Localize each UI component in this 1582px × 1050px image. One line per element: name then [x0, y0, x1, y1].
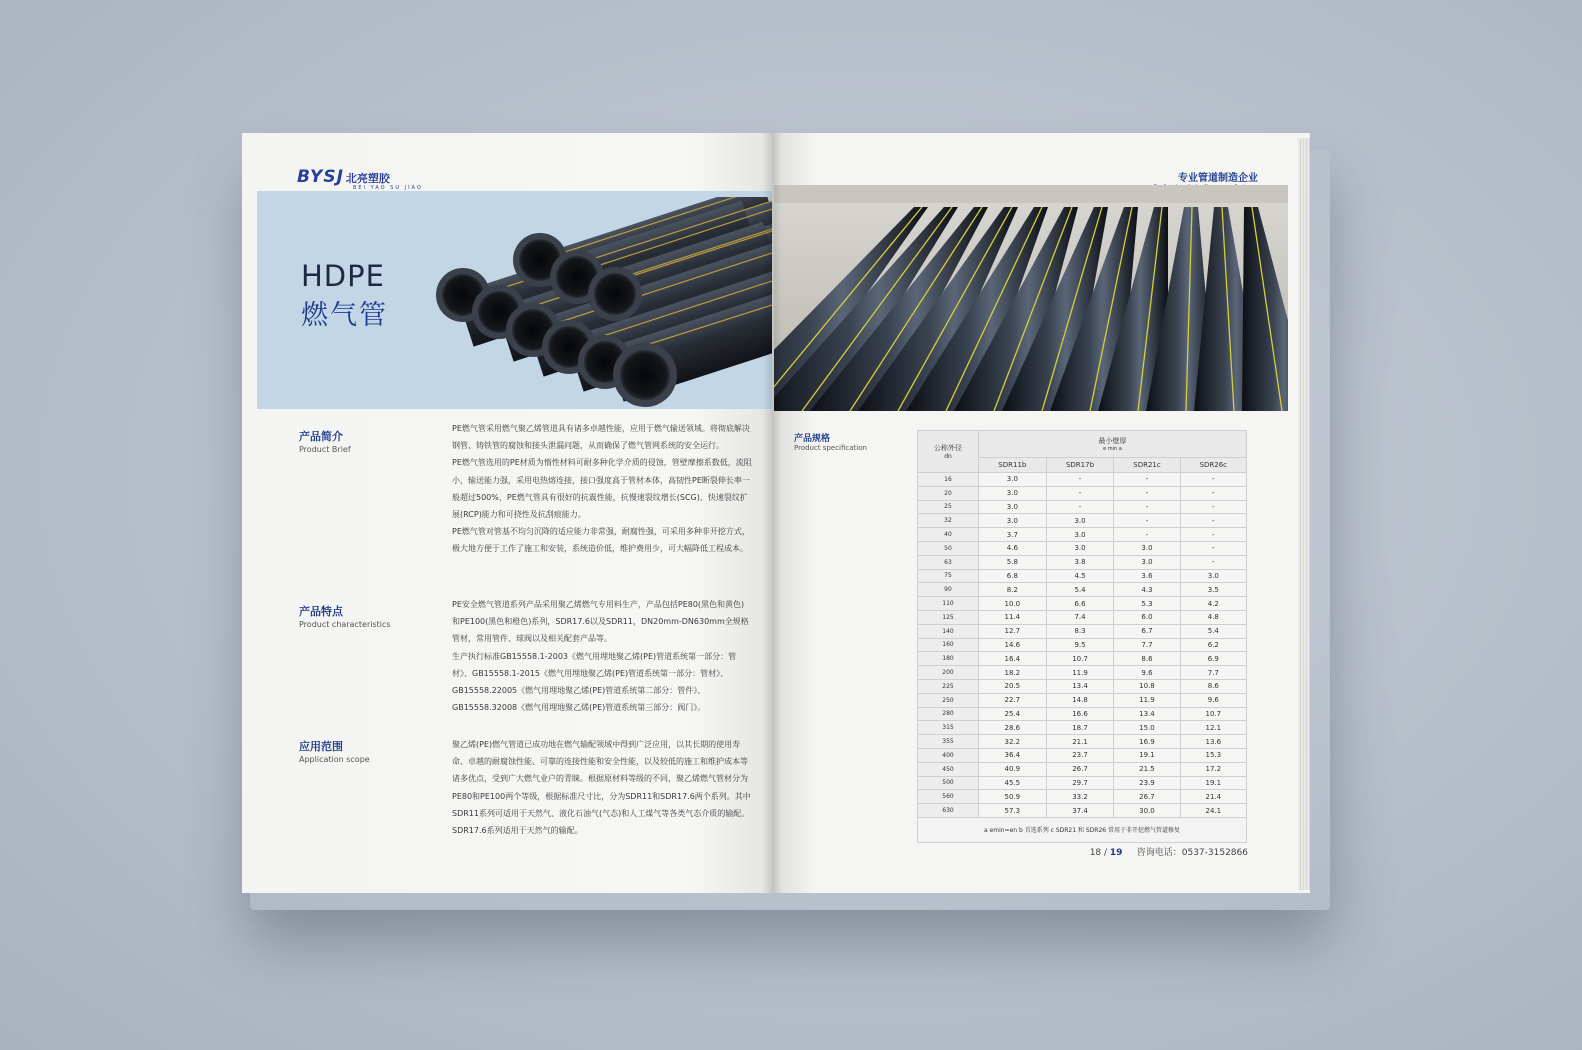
cell-thickness: 40.9	[979, 762, 1047, 776]
cell-thickness: 29.7	[1046, 776, 1114, 790]
logo-sub: BEI YAO SU JIAO	[353, 185, 423, 191]
cell-dn: 450	[918, 762, 979, 776]
cell-dn: 315	[918, 721, 979, 735]
cell-dn: 75	[918, 569, 979, 583]
cell-dn: 200	[918, 666, 979, 680]
section-features-label	[299, 603, 391, 629]
cell-thickness: 9.5	[1046, 638, 1114, 652]
cell-dn: 16	[918, 473, 979, 487]
page-current: 19	[1109, 848, 1123, 858]
cell-thickness: 16.9	[1114, 735, 1180, 749]
table-row	[918, 541, 1247, 555]
cell-thickness: 3.0	[979, 500, 1047, 514]
cell-thickness: 8.6	[1114, 652, 1180, 666]
paragraph: PE燃气管选用的PE材质为惰性材料可耐多种化学介质的侵蚀，管壁摩擦系数低，流阻小，输送能力强，采用电热熔连接，接口强度高于管材本体，高韧性PE断裂伸长率一般超过500%，PE燃气管具有很好的抗震性能，抗慢速裂纹增长(SCG)、快速裂纹扩展(RCP)能力和可挠性及抗刮痕能力。	[452, 458, 752, 520]
cell-thickness: 13.6	[1180, 735, 1246, 749]
cell-thickness: 3.7	[979, 528, 1047, 542]
cell-thickness: -	[1180, 541, 1246, 555]
cell-thickness: 57.3	[979, 804, 1047, 818]
cell-thickness: 3.6	[1114, 569, 1180, 583]
cell-thickness: 11.4	[979, 610, 1047, 624]
cell-thickness: 30.0	[1114, 804, 1180, 818]
cell-thickness: 7.7	[1114, 638, 1180, 652]
cell-thickness: 3.0	[979, 473, 1047, 487]
table-row	[918, 528, 1247, 542]
cell-dn: 20	[918, 486, 979, 500]
cell-dn: 500	[918, 776, 979, 790]
cell-dn: 125	[918, 610, 979, 624]
cell-thickness: 4.6	[979, 541, 1047, 555]
cell-thickness: 6.6	[1046, 597, 1114, 611]
spec-cn: 产品规格	[794, 434, 831, 444]
table-note: a emin=en b 首选系列 c SDR21 和 SDR26 常用于非开挖燃气管道修复	[918, 817, 1247, 842]
hero-title: HDPE	[301, 259, 385, 293]
cell-thickness: -	[1046, 500, 1114, 514]
group-header-sub: e min a	[1103, 446, 1122, 452]
cell-dn: 50	[918, 541, 979, 555]
cell-thickness: 3.0	[1114, 541, 1180, 555]
cell-thickness: 26.7	[1114, 790, 1180, 804]
cell-thickness: 3.0	[1046, 541, 1114, 555]
col-header: SDR21c	[1114, 458, 1180, 473]
cell-thickness: 23.9	[1114, 776, 1180, 790]
cell-dn: 280	[918, 707, 979, 721]
col-header: SDR17b	[1046, 458, 1114, 473]
table-row	[918, 790, 1247, 804]
spec-table	[917, 430, 1247, 843]
cell-thickness: 4.3	[1114, 583, 1180, 597]
group-header	[979, 431, 1247, 458]
cell-thickness: 37.4	[1046, 804, 1114, 818]
cell-thickness: 21.5	[1114, 762, 1180, 776]
cell-thickness: 24.1	[1180, 804, 1246, 818]
cell-thickness: -	[1114, 514, 1180, 528]
cell-thickness: 4.8	[1180, 610, 1246, 624]
table-row	[918, 569, 1247, 583]
table-row	[918, 679, 1247, 693]
cell-thickness: 33.2	[1046, 790, 1114, 804]
cell-thickness: 20.5	[979, 679, 1047, 693]
paragraph: 生产执行标准GB15558.1-2003《燃气用埋地聚乙烯(PE)管道系统第一部分：管材》、GB15558.1-2015《燃气用埋地聚乙烯(PE)管道系统第一部分：管材》、GB15558.22005《燃气用埋地聚乙烯(PE)管道系统第二部分：管件》、GB15558.32008《燃气用埋地聚乙烯(PE)管道系统第三部分：阀门》。	[452, 651, 737, 713]
table-row	[918, 762, 1247, 776]
cell-dn: 140	[918, 624, 979, 638]
table-row	[918, 652, 1247, 666]
section-brief-en: Product Brief	[299, 445, 351, 454]
cell-thickness: 10.7	[1046, 652, 1114, 666]
section-application-label	[299, 738, 370, 764]
cell-thickness: 13.4	[1046, 679, 1114, 693]
table-row	[918, 748, 1247, 762]
table-row	[918, 776, 1247, 790]
cell-dn: 40	[918, 528, 979, 542]
cell-thickness: 4.2	[1180, 597, 1246, 611]
cell-thickness: 18.2	[979, 666, 1047, 680]
spec-en: Product specification	[794, 444, 867, 452]
cell-thickness: 3.0	[1046, 528, 1114, 542]
cell-thickness: 8.6	[1180, 679, 1246, 693]
cell-thickness: 11.9	[1114, 693, 1180, 707]
cell-thickness: 45.5	[979, 776, 1047, 790]
paragraph: 聚乙烯(PE)燃气管道已成功地在燃气输配领域中得到广泛应用，以其长期的使用寿命、卓越的耐腐蚀性能、可靠的连接性能和安全性能，以及较低的施工和维护成本等诸多优点，受到广大燃气业户的青睐。根据原材料等级的不同，聚乙烯燃气管材分为PE80和PE100两个等级，根据标准尺寸比，分为SDR11和SDR17.6两个系列。其中SDR11系列可适用于天然气、液化石油气(气态)和人工煤气等各类气态介质的输配。SDR17.6系列适用于天然气的输配。	[452, 740, 751, 836]
cell-dn: 630	[918, 804, 979, 818]
cell-thickness: 23.7	[1046, 748, 1114, 762]
cell-thickness: 21.1	[1046, 735, 1114, 749]
cell-thickness: 12.7	[979, 624, 1047, 638]
table-row	[918, 486, 1247, 500]
cell-thickness: 12.1	[1180, 721, 1246, 735]
table-row	[918, 583, 1247, 597]
table-row	[918, 597, 1247, 611]
cell-thickness: -	[1180, 528, 1246, 542]
table-row	[918, 610, 1247, 624]
table-row	[918, 804, 1247, 818]
cell-dn: 225	[918, 679, 979, 693]
col-dn-label: 公称外径	[934, 444, 962, 452]
group-header-label: 最小壁厚	[1098, 437, 1127, 445]
table-row	[918, 638, 1247, 652]
cell-thickness: -	[1114, 500, 1180, 514]
cell-thickness: 10.0	[979, 597, 1047, 611]
col-header: SDR11b	[979, 458, 1047, 473]
table-row	[918, 500, 1247, 514]
cell-thickness: 18.7	[1046, 721, 1114, 735]
contact-phone: 咨询电话：0537-3152866	[1136, 848, 1248, 858]
cell-dn: 400	[918, 748, 979, 762]
paragraph: PE安全燃气管道系列产品采用聚乙烯燃气专用料生产，产品包括PE80(黑色和黄色)和PE100(黑色和橙色)系列，SDR17.6以及SDR11，DN20mm-DN630mm全规格管材，常用管件、球阀以及相关配套产品等。	[452, 600, 749, 644]
cell-thickness: -	[1180, 514, 1246, 528]
cell-thickness: -	[1114, 473, 1180, 487]
hero-subtitle: 燃气管	[301, 300, 388, 331]
section-application-en: Application scope	[299, 755, 370, 764]
cell-thickness: 7.4	[1046, 610, 1114, 624]
cell-thickness: -	[1180, 555, 1246, 569]
tagline-cn: 专业管道制造企业	[1178, 173, 1258, 184]
cell-thickness: -	[1114, 528, 1180, 542]
cell-thickness: 19.1	[1180, 776, 1246, 790]
cell-thickness: 3.0	[1114, 555, 1180, 569]
cell-thickness: 32.2	[979, 735, 1047, 749]
hero-banner	[257, 191, 772, 409]
cell-thickness: 5.4	[1046, 583, 1114, 597]
section-brief-label	[299, 428, 351, 454]
section-application-body	[452, 736, 752, 839]
table-row	[918, 693, 1247, 707]
brand-logo	[297, 167, 423, 191]
cell-thickness: 9.6	[1114, 666, 1180, 680]
right-page	[772, 133, 1310, 893]
logo-main: BYSJ	[297, 167, 344, 187]
cell-thickness: 16.4	[979, 652, 1047, 666]
section-features-en: Product characteristics	[299, 620, 391, 629]
pipe-stack-image	[435, 197, 772, 407]
table-row	[918, 624, 1247, 638]
cell-dn: 63	[918, 555, 979, 569]
cell-dn: 90	[918, 583, 979, 597]
cell-thickness: -	[1046, 486, 1114, 500]
spec-table-body	[918, 473, 1247, 843]
cell-thickness: 8.2	[979, 583, 1047, 597]
table-row	[918, 473, 1247, 487]
cell-thickness: 21.4	[1180, 790, 1246, 804]
spec-label	[794, 431, 867, 452]
cell-thickness: 3.0	[979, 514, 1047, 528]
section-brief-cn: 产品简介	[299, 430, 343, 443]
cell-thickness: 15.3	[1180, 748, 1246, 762]
logo-cn: 北亮塑胶	[345, 172, 390, 185]
table-row	[918, 514, 1247, 528]
col-dn-header	[918, 431, 979, 473]
table-note-row	[918, 817, 1247, 842]
page-edge	[1298, 138, 1310, 890]
cell-thickness: 28.6	[979, 721, 1047, 735]
cell-dn: 160	[918, 638, 979, 652]
cell-thickness: 9.6	[1180, 693, 1246, 707]
cell-thickness: 6.8	[979, 569, 1047, 583]
cell-thickness: 3.8	[1046, 555, 1114, 569]
cell-thickness: 50.9	[979, 790, 1047, 804]
cell-thickness: 7.7	[1180, 666, 1246, 680]
cell-thickness: 11.9	[1046, 666, 1114, 680]
cell-thickness: 14.8	[1046, 693, 1114, 707]
cell-thickness: 16.6	[1046, 707, 1114, 721]
cell-thickness: -	[1046, 473, 1114, 487]
section-application-cn: 应用范围	[299, 740, 343, 753]
cell-thickness: 26.7	[1046, 762, 1114, 776]
cell-dn: 32	[918, 514, 979, 528]
section-features-cn: 产品特点	[299, 605, 343, 618]
cell-thickness: 15.0	[1114, 721, 1180, 735]
section-features-body	[452, 596, 752, 716]
footer: 18 / 19 咨询电话：0537-3152866	[1089, 848, 1248, 858]
cell-thickness: 36.4	[979, 748, 1047, 762]
cell-thickness: 3.0	[1180, 569, 1246, 583]
cell-thickness: -	[1180, 500, 1246, 514]
table-row	[918, 555, 1247, 569]
cell-thickness: 19.1	[1114, 748, 1180, 762]
cell-thickness: 3.5	[1180, 583, 1246, 597]
paragraph: PE燃气管对管基不均匀沉降的适应能力非常强，耐腐性强，可采用多种非开挖方式，极大地方便于工作了施工和安装，系统造价低，维护费用少，可大幅降低工程成本。	[452, 527, 750, 554]
table-row	[918, 707, 1247, 721]
cell-dn: 25	[918, 500, 979, 514]
section-brief-body	[452, 420, 752, 558]
cell-thickness: 8.3	[1046, 624, 1114, 638]
col-header: SDR26c	[1180, 458, 1246, 473]
cell-thickness: 3.0	[979, 486, 1047, 500]
table-row	[918, 735, 1247, 749]
cell-dn: 110	[918, 597, 979, 611]
cell-thickness: 10.7	[1180, 707, 1246, 721]
cell-dn: 180	[918, 652, 979, 666]
table-row	[918, 666, 1247, 680]
cell-thickness: 14.6	[979, 638, 1047, 652]
cell-dn: 355	[918, 735, 979, 749]
cell-thickness: 6.9	[1180, 652, 1246, 666]
cell-thickness: 5.8	[979, 555, 1047, 569]
cell-thickness: -	[1114, 486, 1180, 500]
cell-thickness: -	[1180, 486, 1246, 500]
left-page	[242, 133, 772, 893]
cell-thickness: 6.2	[1180, 638, 1246, 652]
page-prev: 18	[1089, 848, 1102, 858]
cell-thickness: 22.7	[979, 693, 1047, 707]
cell-dn: 560	[918, 790, 979, 804]
col-dn-sub: dn	[944, 453, 952, 460]
cell-thickness: 4.5	[1046, 569, 1114, 583]
paragraph: PE燃气管采用燃气聚乙烯管道具有诸多卓越性能，应用于燃气输送领域。将彻底解决钢管、铸铁管的腐蚀和接头泄漏问题，从而确保了燃气管网系统的安全运行。	[452, 424, 750, 451]
cell-thickness: -	[1180, 473, 1246, 487]
cell-thickness: 5.4	[1180, 624, 1246, 638]
cell-thickness: 6.0	[1114, 610, 1180, 624]
cell-thickness: 17.2	[1180, 762, 1246, 776]
cell-thickness: 10.8	[1114, 679, 1180, 693]
cell-thickness: 13.4	[1114, 707, 1180, 721]
table-row	[918, 721, 1247, 735]
cell-thickness: 25.4	[979, 707, 1047, 721]
cell-thickness: 6.7	[1114, 624, 1180, 638]
pipeline-photo	[774, 185, 1288, 411]
cell-dn: 250	[918, 693, 979, 707]
cell-thickness: 3.0	[1046, 514, 1114, 528]
cell-thickness: 5.3	[1114, 597, 1180, 611]
